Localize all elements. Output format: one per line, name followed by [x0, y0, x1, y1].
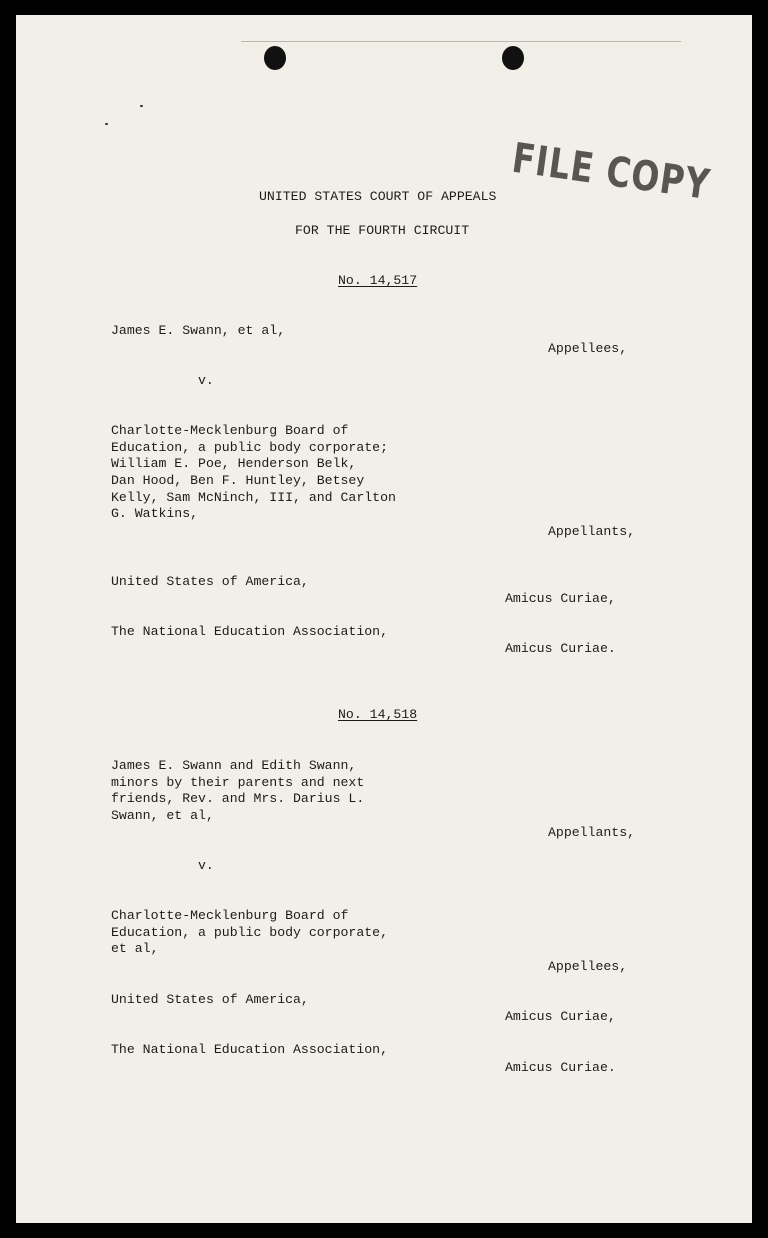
- case1-amicus-2-role: Amicus Curiae.: [505, 641, 616, 656]
- binder-hole-left: [264, 46, 286, 70]
- case2-amicus-1: United States of America,: [111, 992, 309, 1007]
- case1-defendant-line: G. Watkins,: [111, 506, 199, 521]
- circuit-name: FOR THE FOURTH CIRCUIT: [295, 223, 470, 238]
- case1-amicus-2: The National Education Association,: [111, 624, 388, 639]
- case2-defendant-line: et al,: [111, 941, 159, 956]
- case1-amicus-1-role: Amicus Curiae,: [505, 591, 616, 606]
- speck: [105, 123, 108, 125]
- binder-hole-right: [502, 46, 524, 70]
- case1-defendant-line: William E. Poe, Henderson Belk,: [111, 456, 357, 471]
- case-number-2: No. 14,518: [338, 707, 418, 722]
- case2-amicus-2: The National Education Association,: [111, 1042, 388, 1057]
- case2-defendant-line: Charlotte-Mecklenburg Board of: [111, 908, 349, 923]
- case1-defendant-role: Appellants,: [548, 524, 636, 539]
- case2-versus: v.: [198, 858, 214, 873]
- case1-plaintiff-role: Appellees,: [548, 341, 628, 356]
- case2-plaintiff-line: James E. Swann and Edith Swann,: [111, 758, 357, 773]
- speck: [140, 105, 143, 107]
- case2-defendant-line: Education, a public body corporate,: [111, 925, 388, 940]
- case2-amicus-1-role: Amicus Curiae,: [505, 1009, 616, 1024]
- case2-plaintiff-line: Swann, et al,: [111, 808, 214, 823]
- case2-plaintiff-role: Appellants,: [548, 825, 636, 840]
- case1-defendant-line: Kelly, Sam McNinch, III, and Carlton: [111, 490, 396, 505]
- case2-plaintiff-line: minors by their parents and next: [111, 775, 365, 790]
- case1-defendant-line: Dan Hood, Ben F. Huntley, Betsey: [111, 473, 365, 488]
- case1-plaintiff: James E. Swann, et al,: [111, 323, 286, 338]
- top-rule: [241, 41, 681, 42]
- case2-defendant-role: Appellees,: [548, 959, 628, 974]
- case2-plaintiff-line: friends, Rev. and Mrs. Darius L.: [111, 791, 365, 806]
- case1-defendant-line: Education, a public body corporate;: [111, 440, 388, 455]
- court-name: UNITED STATES COURT OF APPEALS: [259, 189, 497, 204]
- document-page: [16, 15, 752, 1223]
- case1-defendant-line: Charlotte-Mecklenburg Board of: [111, 423, 349, 438]
- case1-amicus-1: United States of America,: [111, 574, 309, 589]
- file-copy-stamp: FILE COPY: [509, 133, 714, 210]
- case2-amicus-2-role: Amicus Curiae.: [505, 1060, 616, 1075]
- case-number-1: No. 14,517: [338, 273, 418, 288]
- case1-versus: v.: [198, 373, 214, 388]
